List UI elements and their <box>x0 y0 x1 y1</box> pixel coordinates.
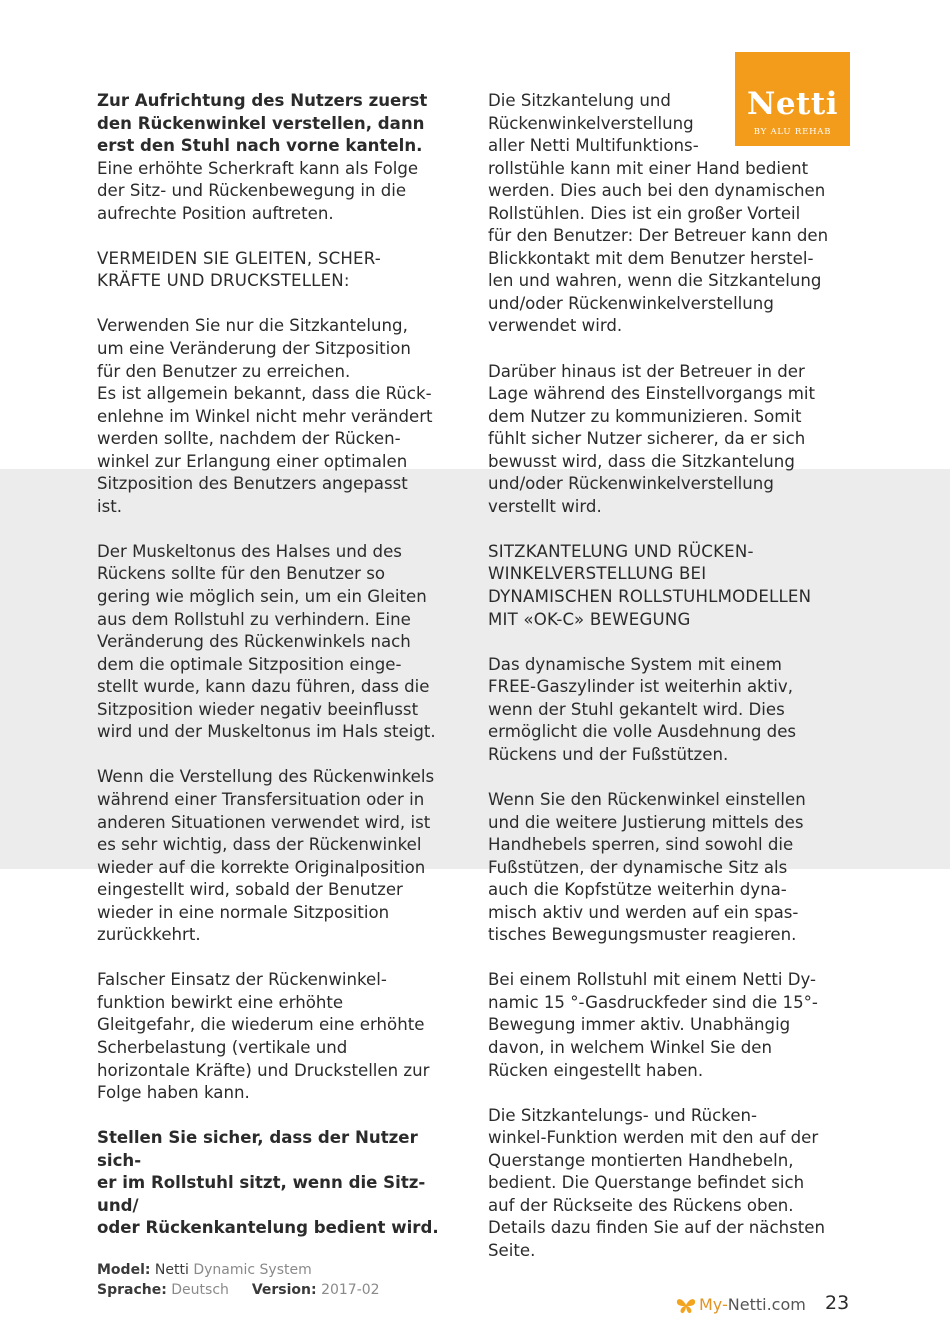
left-column <box>97 90 467 1262</box>
shear-force-paragraph: Eine erhöhte Scherkraft kann als Folge der Sitz- und Rückenbewegung in die aufrechte Position auftreten. <box>97 158 419 223</box>
brand-prefix: My- <box>699 1295 728 1314</box>
my-netti-brand <box>676 1295 806 1314</box>
right-column <box>488 90 860 1285</box>
wrong-use-paragraph: Falscher Einsatz der Rückenwinkel- funktion bewirkt eine erhöhte Gleitgefahr, die wiederum eine erhöhte Scherbelastung (vertikale und horizontale Kräfte) und Druckstellen zur Folge haben kann. <box>97 970 430 1103</box>
model-value: Dynamic System <box>193 1262 312 1278</box>
safety-bold-paragraph: Stellen Sie sicher, dass der Nutzer sich- er im Rollstuhl sitzt, wenn die Sitz- und/ oder Rückenkantelung bedient wird. <box>97 1128 439 1238</box>
gas-spring-paragraph: Bei einem Rollstuhl mit einem Netti Dy- namic 15 °-Gasdruckfeder sind die 15°- Bewegung immer aktiv. Unabhängig davon, in welchem Winkel Sie den Rücken eingestellt haben. <box>488 970 818 1080</box>
model-brand: Netti <box>154 1262 189 1278</box>
butterfly-icon <box>676 1296 696 1314</box>
logo-wordmark: Netti <box>747 86 838 122</box>
language-version-line <box>97 1282 380 1298</box>
brand-name: Netti.com <box>727 1295 806 1314</box>
handle-lock-paragraph: Wenn Sie den Rückenwinkel einstellen und die weitere Justierung mittels des Handhebels sperren, sind sowohl die Fußstützen, der dynamische Sitz als auch die Kopfstütze weiterhin dyna- misch aktiv und werden auf ein spas- tisches Bewegungsmuster reagieren. <box>488 789 806 945</box>
seat-tilt-paragraph: Verwenden Sie nur die Sitzkantelung, um eine Veränderung der Sitzposition für den Benutzer zu erreichen. Es ist allgemein bekannt, dass die Rück- enlehne im Winkel nicht mehr verändert werden sollte, nachdem der Rücken- winkel zur Erlangung einer optimalen Sitzposition des Benutzers angepasst ist. <box>97 316 433 516</box>
language-value: Deutsch <box>171 1282 229 1298</box>
language-label: Sprache: <box>97 1282 167 1298</box>
dynamic-models-heading: SITZKANTELUNG UND RÜCKEN- WINKELVERSTELLUNG BEI DYNAMISCHEN ROLLSTUHLMODELLEN MIT «OK-C» BEWEGUNG <box>488 541 812 629</box>
muscle-tone-paragraph: Der Muskeltonus des Halses und des Rückens sollte für den Benutzer so gering wie möglich sein, um ein Gleiten aus dem Rollstuhl zu verhindern. Eine Veränderung des Rückenwinkels nach dem die optimale Sitzposition einge- stellt wurde, kann dazu führen, dass die Sitzposition wieder negativ beeinflusst wird und der Muskeltonus im Hals steigt. <box>97 541 436 742</box>
version-label: Version: <box>251 1282 317 1298</box>
transfer-situation-paragraph: Wenn die Verstellung des Rückenwinkels während einer Transfersituation oder in anderen Situationen verwendet wird, ist es sehr wichtig, dass der Rückenwinkel wieder auf die korrekte Originalposition eingestellt wird, sobald der Benutzer wieder in eine normale Sitzposition zurückkehrt. <box>97 767 435 945</box>
logo-subtitle: BY ALU REHAB <box>753 127 832 137</box>
model-line <box>97 1262 312 1278</box>
communication-paragraph: Darüber hinaus ist der Betreuer in der Lage während des Einstellvorgangs mit dem Nutzer zu kommunizieren. Somit fühlt sicher Nutzer sicherer, da er sich bewusst wird, dass die Sitzkantelung und/oder Rückenwinkelverstellung verstellt wird. <box>488 361 815 516</box>
model-label: Model: <box>97 1262 151 1278</box>
page-number: 23 <box>825 1292 850 1314</box>
version-value: 2017-02 <box>321 1282 380 1298</box>
free-gas-cylinder-paragraph: Das dynamische System mit einem FREE-Gaszylinder ist weiterhin aktiv, wenn der Stuhl gekantelt wird. Dies ermöglicht die volle Ausdehnung des Rückens und der Fußstützen. <box>488 654 797 764</box>
intro-bold-paragraph: Zur Aufrichtung des Nutzers zuerst den Rückenwinkel verstellen, dann erst den Stuhl nach vorne kanteln. <box>97 91 428 156</box>
crossbar-handles-paragraph: Die Sitzkantelungs- und Rücken- winkel-Funktion werden mit den auf der Querstange montierten Handhebeln, bedient. Die Querstange befindet sich auf der Rückseite des Rückens oben. Details dazu finden Sie auf der nächsten Seite. <box>488 1105 825 1260</box>
avoid-sliding-heading: VERMEIDEN SIE GLEITEN, SCHER- KRÄFTE UND DRUCKSTELLEN: <box>97 248 381 291</box>
one-hand-operation-paragraph: Die Sitzkantelung und Rückenwinkelverstellung aller Netti Multifunktions- rollstühle kann mit einer Hand bedient werden. Dies auch bei den dynamischen Rollstühlen. Dies ist ein großer Vorteil für den Benutzer: Der Betreuer kann den Blickkontakt mit dem Benutzer herstel- len und wahren, wenn die Sitzkantelung und/oder Rückenwinkelverstellung verwendet wird. <box>488 91 829 336</box>
